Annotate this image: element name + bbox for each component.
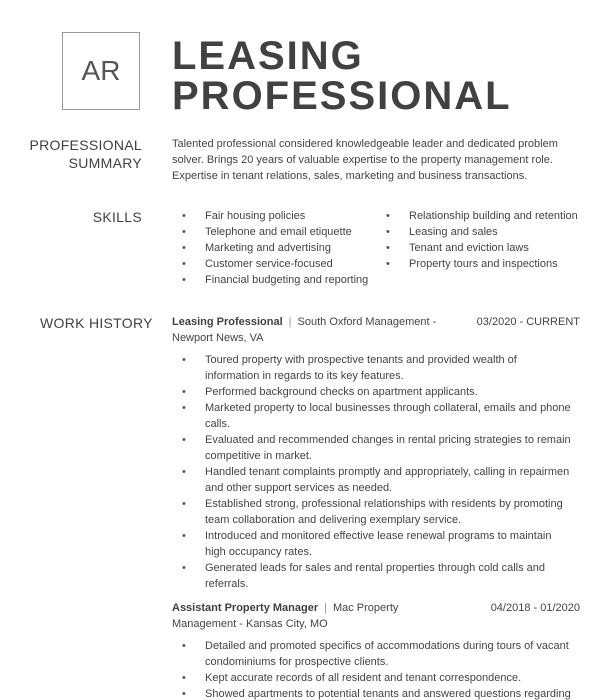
monogram-initials: AR [81,55,121,86]
job-dates: 04/2018 - 01/2020 [490,602,580,614]
job-title: Assistant Property Manager [172,602,319,614]
job-entry [172,314,582,592]
work-history-section-title: WORK HISTORY [40,315,153,331]
job-dates: 03/2020 - CURRENT [476,316,580,328]
job-bullet: • Showed apartments to potential tenants and answered questions regarding [172,686,582,700]
job-bullet: • Toured property with prospective tenants and provided wealth of information in regards to its key features. [172,352,582,384]
skills-section-title: SKILLS [92,209,142,225]
job-bullet: • Handled tenant complaints promptly and appropriately, calling in repairmen and other support services as needed. [172,464,582,496]
job-bullet: • Introduced and monitored effective lease renewal programs to maintain high occupancy rates. [172,528,582,560]
skill-item: • Relationship building and retention [386,208,578,224]
skill-item: • Customer service-focused [182,256,368,272]
job-bullet: • Detailed and promoted specifics of accommodations during tours of vacant condominiums for prospective clients. [172,638,582,670]
summary-text: Talented professional considered knowledgeable leader and dedicated problem solver. Brings 20 years of valuable expertise to the property management role. Expertise in tenant relations, sales, marketing and business transactions. [172,138,558,182]
separator: | [324,602,327,614]
job-entry [172,600,582,700]
job-bullet: • Performed background checks on apartment applicants. [172,384,582,400]
summary-section-title [20,136,142,172]
job-bullet-list [172,638,582,700]
summary-title-line-2: SUMMARY [68,155,142,171]
job-bullet: • Generated leads for sales and rental properties through cold calls and referrals. [172,560,582,592]
job-company: Mac Property [332,602,399,614]
job-bullet: • Marketed property to local businesses through collateral, emails and phone calls. [172,400,582,432]
skills-list-right [386,208,578,272]
job-bullet: • Kept accurate records of all resident and tenant correspondence. [172,670,582,686]
skill-item: • Fair housing policies [182,208,368,224]
job-location: Newport News, VA [172,332,264,344]
name-line-1: LEASING [172,34,364,78]
job-location: Management - Kansas City, MO [172,618,328,630]
skills-list-left [182,208,368,288]
separator: | [288,316,292,328]
skill-item: • Tenant and eviction laws [386,240,578,256]
skill-item: • Financial budgeting and reporting [182,272,368,288]
job-bullet: • Evaluated and recommended changes in rental pricing strategies to remain competitive in market. [172,432,582,464]
job-header [172,600,582,632]
job-title: Leasing Professional [172,316,283,328]
candidate-name [172,36,592,116]
job-bullet-list [172,352,582,592]
skill-item: • Marketing and advertising [182,240,368,256]
job-header [172,314,582,346]
summary-title-line-1: PROFESSIONAL [29,137,142,153]
job-company: South Oxford Management - [297,316,437,328]
monogram-badge [62,32,140,110]
skill-item: • Property tours and inspections [386,256,578,272]
name-line-2: PROFESSIONAL [172,74,512,118]
skill-item: • Leasing and sales [386,224,578,240]
job-bullet: • Established strong, professional relationships with residents by promoting team collaboration and delivering exemplary service. [172,496,582,528]
skill-item: • Telephone and email etiquette [182,224,368,240]
